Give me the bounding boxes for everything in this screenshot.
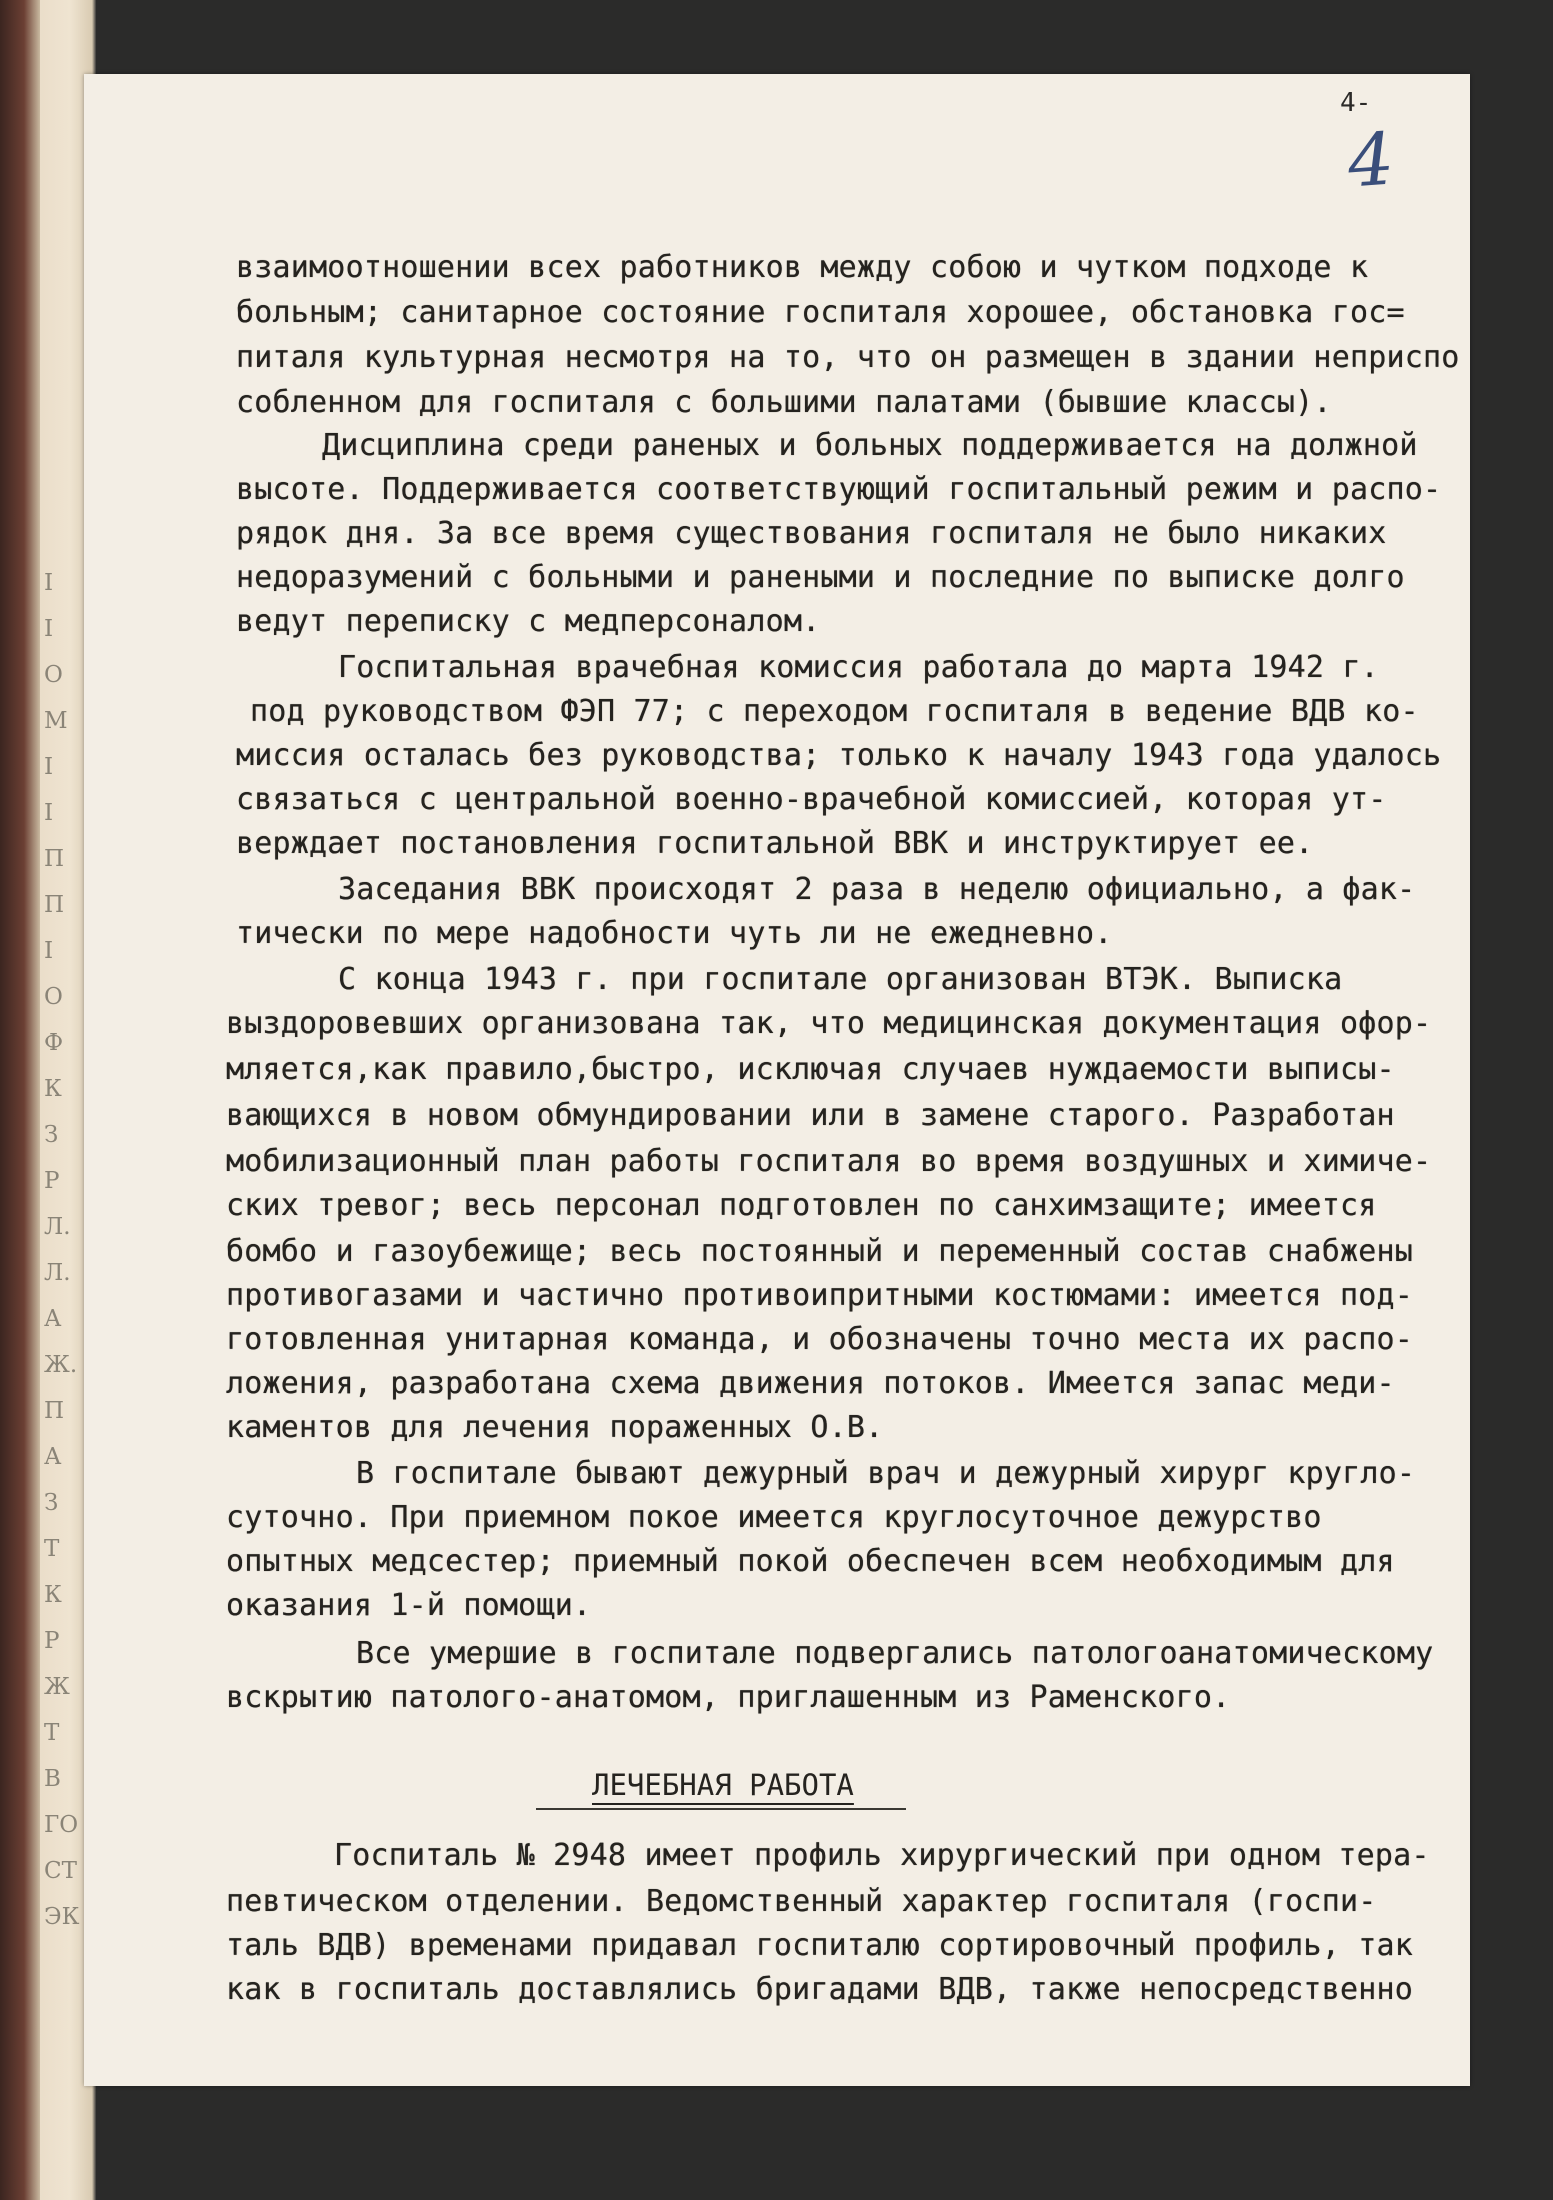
text-line: недоразумений с больными и ранеными и последние по выписке долго xyxy=(236,560,1405,595)
text-line: связаться с центральной военно-врачебной комиссией, которая ут- xyxy=(236,782,1387,817)
page-number-typed: 4- xyxy=(1340,88,1372,118)
side-letter: Л. xyxy=(44,1214,71,1240)
page-number-handwritten: 4 xyxy=(1345,116,1397,204)
text-line: взаимоотношении всех работников между собою и чутком подходе к xyxy=(236,250,1369,285)
side-letter: Ж xyxy=(44,1674,70,1700)
side-letter: М xyxy=(44,708,68,734)
text-line: Все умершие в госпитале подвергались патологоанатомическому xyxy=(356,1636,1434,1671)
side-letter: І xyxy=(44,754,54,780)
side-letter: Р xyxy=(44,1628,60,1654)
side-letter: ЭК xyxy=(44,1904,80,1930)
side-letter: Ж. xyxy=(44,1352,78,1378)
text-line: больным; санитарное состояние госпиталя хорошее, обстановка гос= xyxy=(236,295,1405,330)
side-letter: З xyxy=(44,1122,59,1148)
side-letter: П xyxy=(44,892,65,918)
text-line: высоте. Поддерживается соответствующий госпитальный режим и распо- xyxy=(236,472,1442,507)
adjacent-page-letters xyxy=(44,560,84,1940)
text-line: бомбо и газоубежище; весь постоянный и переменный состав снабжены xyxy=(226,1234,1413,1269)
text-line: В госпитале бывают дежурный врач и дежурный хирург кругло- xyxy=(356,1456,1416,1491)
side-letter: Л. xyxy=(44,1260,71,1286)
text-line: готовленная унитарная команда, и обозначены точно места их распо- xyxy=(226,1322,1413,1357)
text-line: опытных медсестер; приемный покой обеспечен всем необходимым для xyxy=(226,1544,1395,1579)
text-line: под руководством ФЭП 77; с переходом госпиталя в ведение ВДВ ко- xyxy=(250,694,1419,729)
side-letter: Р xyxy=(44,1168,60,1194)
text-line: ских тревог; весь персонал подготовлен по санхимзащите; имеется xyxy=(226,1188,1377,1223)
side-letter: З xyxy=(44,1490,59,1516)
side-letter: П xyxy=(44,1398,65,1424)
side-letter: І xyxy=(44,938,54,964)
side-letter: Т xyxy=(44,1720,60,1746)
text-line: выздоровевших организована так, что медицинская документация офор- xyxy=(226,1006,1432,1041)
text-line: Госпиталь № 2948 имеет профиль хирургический при одном тера- xyxy=(334,1838,1430,1873)
text-line: тически по мере надобности чуть ли не ежедневно. xyxy=(236,916,1113,951)
side-letter: I xyxy=(44,800,54,826)
side-letter: П xyxy=(44,846,65,872)
text-line: ложения, разработана схема движения потоков. Имеется запас меди- xyxy=(226,1366,1395,1401)
text-line: противогазами и частично противоипритными костюмами: имеется под- xyxy=(226,1278,1413,1313)
text-line: Госпитальная врачебная комиссия работала до марта 1942 г. xyxy=(338,650,1379,685)
side-letter: А xyxy=(44,1444,62,1470)
side-letter: К xyxy=(44,1582,62,1608)
side-letter: К xyxy=(44,1076,62,1102)
section-heading: ЛЕЧЕБНАЯ РАБОТА xyxy=(592,1768,854,1802)
side-letter: I xyxy=(44,616,54,642)
text-line: питаля культурная несмотря на то, что он размещен в здании неприспо xyxy=(236,340,1460,375)
text-line: собленном для госпиталя с большими палатами (бывшие классы). xyxy=(236,385,1332,420)
heading-underline xyxy=(536,1808,906,1810)
text-line: мобилизационный план работы госпиталя во время воздушных и химиче- xyxy=(226,1144,1432,1179)
side-letter: I xyxy=(44,570,54,596)
side-letter: О xyxy=(44,662,63,688)
text-line: суточно. При приемном покое имеется круглосуточное дежурство xyxy=(226,1500,1322,1535)
text-line: таль ВДВ) временами придавал госпиталю сортировочный профиль, так xyxy=(226,1928,1413,1963)
text-line: певтическом отделении. Ведомственный характер госпиталя (госпи- xyxy=(226,1884,1377,1919)
text-line: миссия осталась без руководства; только к началу 1943 года удалось xyxy=(236,738,1442,773)
side-letter: ГО xyxy=(44,1812,79,1838)
text-line: Заседания ВВК происходят 2 раза в неделю официально, а фак- xyxy=(338,872,1416,907)
text-line: вскрытию патолого-анатомом, приглашенным из Раменского. xyxy=(226,1680,1231,1715)
text-line: как в госпиталь доставлялись бригадами ВДВ, также непосредственно xyxy=(226,1972,1413,2007)
text-line: рядок дня. За все время существования госпиталя не было никаких xyxy=(236,516,1387,551)
text-line: каментов для лечения пораженных О.В. xyxy=(226,1410,884,1445)
side-letter: А xyxy=(44,1306,62,1332)
text-line: мляется,как правило,быстро, исключая случаев нуждаемости выписы- xyxy=(226,1052,1395,1087)
side-letter: Ф xyxy=(44,1030,64,1056)
side-letter: О xyxy=(44,984,63,1010)
text-line: ведут переписку с медперсоналом. xyxy=(236,604,821,639)
text-line: верждает постановления госпитальной ВВК и инструктирует ее. xyxy=(236,826,1314,861)
binding-spine xyxy=(0,0,40,2200)
side-letter: В xyxy=(44,1766,61,1792)
side-letter: Т xyxy=(44,1536,60,1562)
side-letter: СТ xyxy=(44,1858,77,1884)
text-line: оказания 1-й помощи. xyxy=(226,1588,592,1623)
text-line: Дисциплина среди раненых и больных поддерживается на должной xyxy=(322,428,1418,463)
text-line: С конца 1943 г. при госпитале организован ВТЭК. Выписка xyxy=(338,962,1343,997)
text-line: вающихся в новом обмундировании или в замене старого. Разработан xyxy=(226,1098,1395,1133)
